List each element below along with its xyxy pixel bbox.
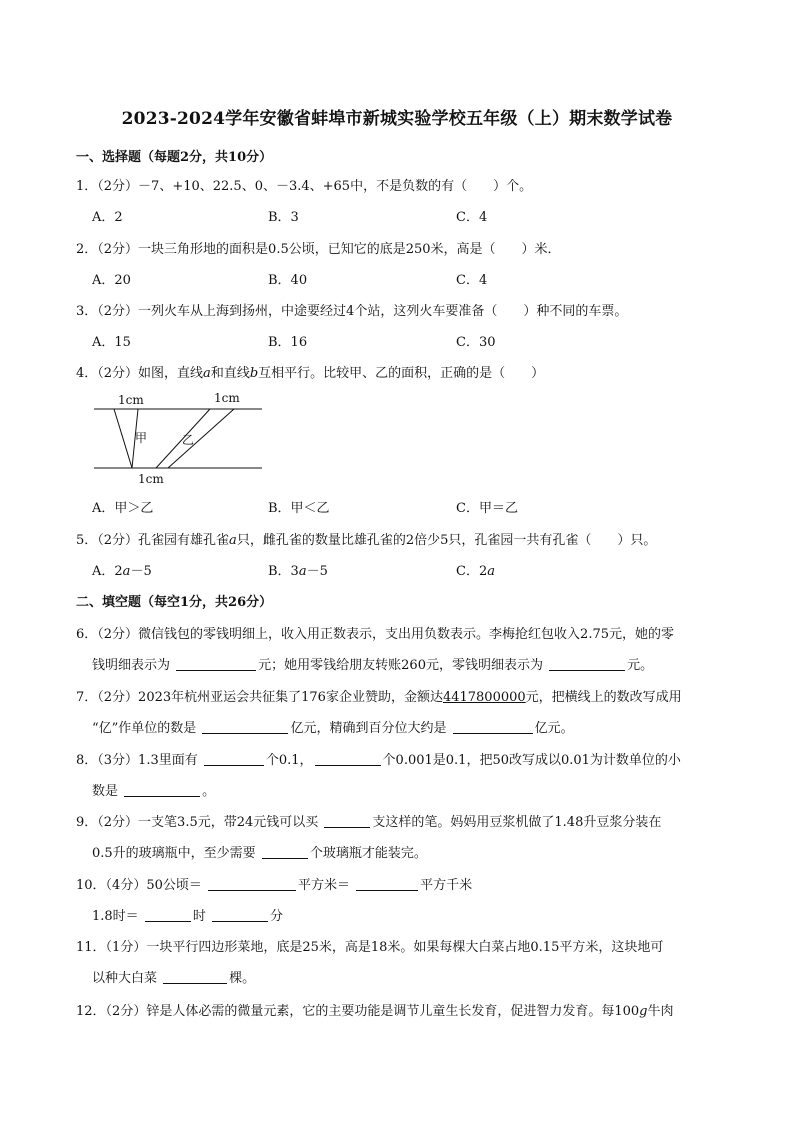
yi-right-edge [168,409,234,468]
q5-option-c [456,560,495,579]
section-heading-choice: 一、选择题（每题2分，共10分） [76,150,273,165]
question-2: 2．（2分）一块三角形地的面积是0.5公顷，已知它的底是250米，高是（ ）米． [76,242,561,257]
section-heading-fill: 二、填空题（每空1分，共26分） [76,595,273,610]
page-title: 2023-2024学年安徽省蚌埠市新城实验学校五年级（上）期末数学试卷 [121,109,673,129]
q10-l1b: 平方米＝ [298,878,351,893]
q2-option-b: B．40 [268,273,308,288]
question-3: 3．（2分）一列火车从上海到扬州，中途要经过4个站，这列火车要准备（ ）种不同的车票。 [76,304,628,319]
q9-l2a: 0.5升的玻璃瓶中，至少需要 [92,846,256,861]
question-9-line-1 [76,811,661,830]
q7-underlined-number: 4417800000 [442,690,526,705]
answer-blank[interactable] [176,656,256,671]
question-11-line-2 [92,967,255,986]
answer-blank[interactable] [315,751,381,766]
q12-l1a: 12．（2分）锌是人体必需的微量元素，它的主要功能是调节儿童生长发育，促进智力发育。每100 [76,1004,640,1019]
q4-option-a: A．甲＞乙 [92,501,154,516]
answer-blank[interactable] [356,876,418,891]
q5-a-var: a [122,564,131,579]
q1-option-b: B．3 [268,210,299,225]
answer-blank[interactable] [124,782,200,797]
q5-b-var: a [298,564,307,579]
q5-b-suffix: －5 [306,564,328,579]
q8-l1a: 8．（3分）1.3里面有 [76,753,198,768]
answer-blank[interactable] [163,969,227,984]
label-yi: 乙 [182,433,195,447]
parallel-lines-figure [92,388,272,488]
q7-l2c: 亿元。 [534,721,574,736]
q11-l2b: 棵。 [229,971,256,986]
q12-var-g: g [639,1004,648,1019]
question-10-line-1 [76,874,472,893]
q9-l1b: 支这样的笔。妈妈用豆浆机做了1.48升豆浆分装在 [372,815,662,830]
label-jia: 甲 [135,431,148,445]
q4-suffix: 互相平行。比较甲、乙的面积，正确的是（ ） [258,366,545,381]
question-4 [76,362,544,381]
q2-option-c: C．4 [456,273,488,288]
q4-mid: 和直线 [210,366,250,381]
q3-option-c: C．30 [456,335,496,350]
answer-blank[interactable] [145,907,191,922]
label-1cm-bottom: 1cm [138,472,164,486]
answer-blank[interactable] [549,656,625,671]
q5-a-suffix: －5 [130,564,152,579]
q5-c-var: a [487,564,495,579]
answer-blank[interactable] [208,876,296,891]
question-1: 1．（2分）－7、+10、22.5、0、－3.4、+65中，不是负数的有（ ）个。 [76,179,533,194]
question-9-line-2 [92,842,427,861]
q5-a-prefix: A．2 [92,564,123,579]
q2-option-a: A．20 [92,273,131,288]
q8-l2b: 。 [202,784,216,799]
q8-l1b: 个0.1， [265,753,313,768]
question-7-line-1 [76,686,682,705]
q3-option-b: B．16 [268,335,308,350]
q1-option-a: A．2 [92,210,123,225]
answer-blank[interactable] [204,751,264,766]
q10-l1c: 平方千米 [420,878,473,893]
q7-l1a: 7．（2分）2023年杭州亚运会共征集了176家企业赞助，金额达 [76,690,443,705]
q9-l1a: 9．（2分）一支笔3.5元，带24元钱可以买 [76,815,319,830]
answer-blank[interactable] [202,719,288,734]
q8-l2a: 数是 [92,784,119,799]
label-1cm-left: 1cm [118,393,144,407]
q5-var: a [229,533,237,548]
question-12-line-1 [76,1000,673,1019]
q4-option-c: C．甲＝乙 [456,501,518,516]
label-1cm-right: 1cm [214,391,240,405]
q4-option-b: B．甲＜乙 [268,501,330,516]
q5-b-prefix: B．3 [268,564,299,579]
answer-blank[interactable] [453,719,533,734]
answer-blank[interactable] [324,813,370,828]
jia-left-edge [114,409,132,468]
q5-prefix: 5．（2分）孔雀园有雄孔雀 [76,533,230,548]
question-8-line-2 [92,780,215,799]
q12-l1b: 牛肉 [647,1004,674,1019]
question-7-line-2 [92,717,574,736]
q4-prefix: 4．（2分）如图，直线 [76,366,204,381]
question-5 [76,529,656,548]
question-8-line-1 [76,749,681,768]
q5-option-a [92,560,152,579]
question-6-line-2 [92,654,653,673]
question-10-line-2 [92,905,283,924]
question-11-line-1: 11．（1分）一块平行四边形菜地，底是25米，高是18米。如果每棵大白菜占地0.15平方米，这块地可 [76,940,664,955]
q9-l2b: 个玻璃瓶才能装完。 [309,846,427,861]
q5-suffix: 只，雌孔雀的数量比雄孔雀的2倍少5只，孔雀园一共有孔雀（ ）只。 [236,533,657,548]
q6-l2c: 元。 [627,658,654,673]
q4-var-b: b [249,366,259,381]
q11-l2a: 以种大白菜 [92,971,158,986]
q7-l2b: 亿元，精确到百分位大约是 [290,721,447,736]
question-6-line-1: 6．（2分）微信钱包的零钱明细上，收入用正数表示，支出用负数表示。李梅抢红包收入2.75元，她的零 [76,627,674,642]
q7-l1b: 元，把横线上的数改写成用 [525,690,682,705]
q7-l2a: “亿”作单位的数是 [92,721,197,736]
q5-option-b [268,560,328,579]
q5-c-prefix: C．2 [456,564,488,579]
q10-l2b: 时 [192,909,206,924]
q6-l2a: 钱明细表示为 [92,658,171,673]
q4-var-a: a [203,366,211,381]
q10-l2c: 分 [269,909,283,924]
q10-l1a: 10．（4分）50公顷＝ [76,878,202,893]
q8-l1c: 个0.001是0.1，把50改写成以0.01为计数单位的小 [382,753,681,768]
q1-option-c: C．4 [456,210,488,225]
q10-l2a: 1.8时＝ [92,909,139,924]
q3-option-a: A．15 [92,335,131,350]
q6-l2b: 元；她用零钱给朋友转账260元，零钱明细表示为 [258,658,543,673]
answer-blank[interactable] [212,907,268,922]
answer-blank[interactable] [262,844,308,859]
